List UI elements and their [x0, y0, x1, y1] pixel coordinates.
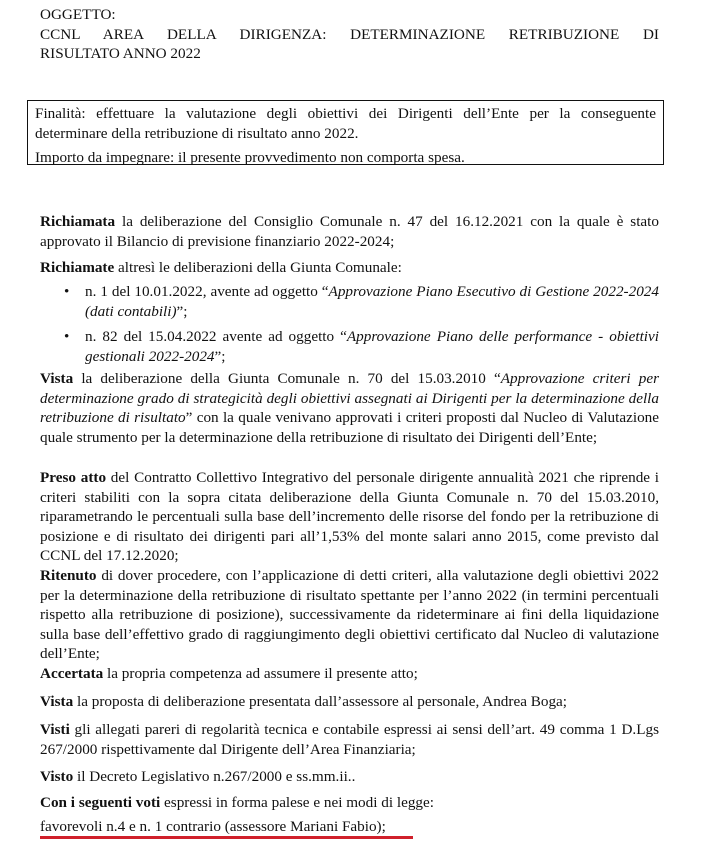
paragraph-lead: Preso atto: [40, 469, 107, 486]
paragraph-visti: [40, 720, 659, 759]
paragraph-visto: [40, 767, 659, 787]
paragraph-lead: Richiamata: [40, 213, 116, 230]
paragraph-ritenuto: [40, 566, 659, 664]
paragraph-text: la propria competenza ad assumere il presente atto;: [103, 665, 418, 682]
vote-result-text: favorevoli n.4 e n. 1 contrario (assessore Mariani Fabio);: [40, 818, 386, 835]
importo-text: Importo da impegnare: il presente provvedimento non comporta spesa.: [35, 149, 465, 166]
finalita-text: Finalità: effettuare la valutazione degli obiettivi dei Dirigenti dell’Ente per la conseguente determinare della retribuzione di risultato anno 2022.: [35, 105, 656, 142]
paragraph-lead: Vista: [40, 370, 74, 387]
paragraph-text: gli allegati pareri di regolarità tecnica e contabile espressi ai sensi dell’art. 49 comma 1 D.Lgs 267/2000 rispettivamente dal Dirigente dell’Area Finanziaria;: [40, 721, 659, 758]
paragraph-vista-criteri: [40, 369, 659, 447]
paragraph-voti: [40, 793, 659, 813]
paragraph-richiamate: [40, 258, 659, 278]
list-item: [40, 282, 659, 321]
list-item-text: ”;: [214, 347, 226, 365]
list-item: [40, 327, 659, 366]
subject-header: [40, 5, 659, 64]
paragraph-lead: Vista: [40, 693, 74, 710]
list-item-text: n. 1 del 10.01.2022, avente ad oggetto “: [85, 283, 329, 300]
subject-label: OGGETTO:: [40, 6, 116, 23]
paragraph-lead: Accertata: [40, 665, 104, 682]
summary-box: [27, 100, 664, 165]
paragraph-vista-proposta: [40, 692, 659, 712]
bullet-icon: •: [64, 328, 70, 345]
paragraph-lead: Visto: [40, 768, 74, 785]
paragraph-lead: Con i seguenti voti: [40, 794, 161, 811]
paragraph-text: espressi in forma palese e nei modi di legge:: [160, 794, 434, 811]
subject-title-line1: CCNL AREA DELLA DIRIGENZA: DETERMINAZIONE RETRIBUZIONE DI: [40, 25, 659, 43]
list-item-text: n. 82 del 15.04.2022 avente ad oggetto “: [85, 328, 347, 345]
paragraph-italic: Approvazione criteri per determinazione grado di strategicità degli obiettivi assegnati ai Dirigenti per la determinazione della retribuzione di risultato: [40, 370, 659, 426]
paragraph-lead: Ritenuto: [40, 567, 97, 584]
deliberation-list: [40, 282, 659, 366]
paragraph-accertata: [40, 664, 659, 684]
paragraph-text: del Contratto Collettivo Integrativo del personale dirigente annualità 2021 che riprende i criteri stabiliti con la sopra citata deliberazione della Giunta Comunale n. 70 del 15.03.2010, riparametrando le percentuali sulla base dell’incremento delle risorse del fondo per la retribuzione di posizione e di risultato dei dirigenti pari all’1,53% del monte salari anno 2015, come previsto dal CCNL del 17.12.2020;: [40, 469, 659, 564]
subject-title-line2: RISULTATO ANNO 2022: [40, 45, 201, 62]
paragraph-richiamata: [40, 212, 659, 251]
paragraph-text: il Decreto Legislativo n.267/2000 e ss.mm.ii..: [73, 768, 356, 785]
bullet-icon: •: [64, 283, 70, 300]
paragraph-text: di dover procedere, con l’applicazione di detti criteri, alla valutazione degli obiettivi 2022 per la determinazione della retribuzione di risultato spettante per l’anno 2022 (in termini percentuali rispetto alla retribuzione di posizione), successivamente da rideterminare ai fini della liquidazione sulla base dell’effettivo grado di raggiungimento degli obiettivi certificato dal Nucleo di valutazione dell’Ente;: [40, 567, 659, 662]
paragraph-preso-atto: [40, 468, 659, 566]
paragraph-text: ” con la quale venivano approvati i criteri proposti dal Nucleo di Valutazione quale strumento per la determinazione della retribuzione di risultato dei Dirigenti dell’Ente;: [40, 409, 660, 446]
paragraph-text: altresì le deliberazioni della Giunta Comunale:: [114, 259, 402, 276]
paragraph-lead: Visti: [40, 721, 70, 738]
paragraph-vote-result: [40, 817, 659, 837]
red-underline-highlight: [40, 836, 413, 839]
paragraph-text: la deliberazione della Giunta Comunale n. 70 del 15.03.2010 “: [73, 370, 501, 387]
list-item-italic: Approvazione Piano Esecutivo di Gestione 2022-2024 (dati contabili): [85, 283, 659, 320]
paragraph-text: la proposta di deliberazione presentata dall’assessore al personale, Andrea Boga;: [73, 693, 568, 710]
paragraph-lead: Richiamate: [40, 259, 115, 276]
list-item-italic: Approvazione Piano delle performance - obiettivi gestionali 2022-2024: [85, 328, 659, 365]
list-item-text: ”;: [176, 302, 188, 320]
paragraph-text: la deliberazione del Consiglio Comunale n. 47 del 16.12.2021 con la quale è stato approvato il Bilancio di previsione finanziario 2022-2024;: [40, 213, 659, 250]
